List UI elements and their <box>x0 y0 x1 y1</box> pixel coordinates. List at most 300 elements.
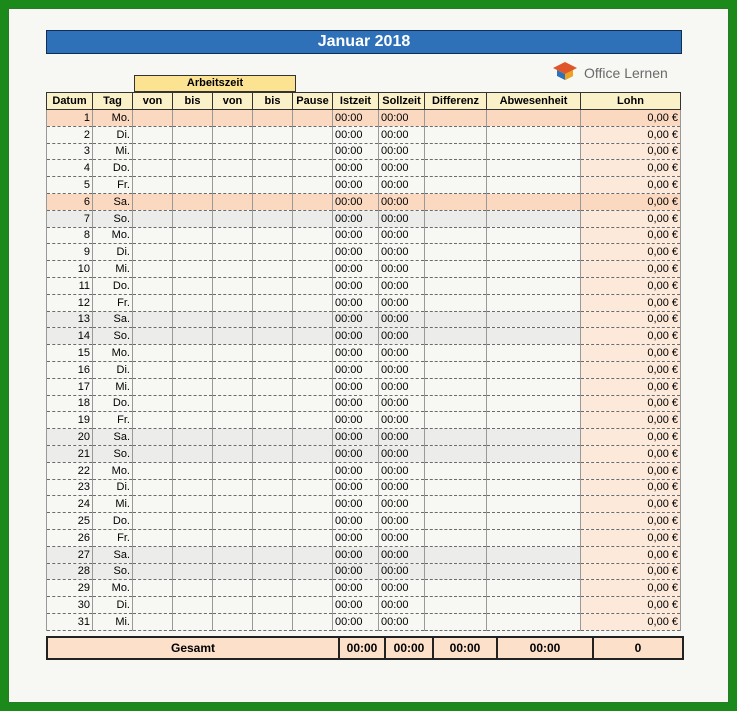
bis-2-cell[interactable] <box>253 328 293 345</box>
istzeit-cell: 00:00 <box>333 261 379 278</box>
bis-2-cell[interactable] <box>253 294 293 311</box>
col-header: Istzeit <box>333 93 379 110</box>
bis-1-cell[interactable] <box>173 244 213 261</box>
von-1-cell[interactable] <box>133 143 173 160</box>
pause-cell[interactable] <box>293 126 333 143</box>
col-header: Datum <box>47 93 93 110</box>
bis-2-cell[interactable] <box>253 244 293 261</box>
von-1-cell[interactable] <box>133 328 173 345</box>
pause-cell[interactable] <box>293 227 333 244</box>
bis-1-cell[interactable] <box>173 462 213 479</box>
total-label: Gesamt <box>170 641 216 655</box>
pause-cell[interactable] <box>293 580 333 597</box>
bis-2-cell[interactable] <box>253 227 293 244</box>
bis-1-cell[interactable] <box>173 429 213 446</box>
pause-cell[interactable] <box>293 597 333 614</box>
von-1-cell[interactable] <box>133 345 173 362</box>
abwesenheit-cell[interactable] <box>487 294 581 311</box>
differenz-cell <box>425 210 487 227</box>
von-2-cell[interactable] <box>213 345 253 362</box>
abwesenheit-cell[interactable] <box>487 479 581 496</box>
bis-2-cell[interactable] <box>253 479 293 496</box>
von-2-cell[interactable] <box>213 597 253 614</box>
table-row <box>47 126 681 143</box>
pause-cell[interactable] <box>293 261 333 278</box>
sollzeit-cell: 00:00 <box>379 177 425 194</box>
bis-2-cell[interactable] <box>253 496 293 513</box>
abwesenheit-cell[interactable] <box>487 328 581 345</box>
von-2-cell[interactable] <box>213 496 253 513</box>
date-cell: 7 <box>47 210 93 227</box>
weekday-cell: Mi. <box>93 261 133 278</box>
differenz-cell <box>425 445 487 462</box>
differenz-cell <box>425 563 487 580</box>
abwesenheit-cell[interactable] <box>487 429 581 446</box>
von-2-cell[interactable] <box>213 462 253 479</box>
lohn-cell: 0,00 € <box>581 177 681 194</box>
table-row <box>47 277 681 294</box>
von-2-cell[interactable] <box>213 546 253 563</box>
date-cell: 12 <box>47 294 93 311</box>
abwesenheit-cell[interactable] <box>487 462 581 479</box>
sollzeit-cell: 00:00 <box>379 445 425 462</box>
von-1-cell[interactable] <box>133 462 173 479</box>
differenz-cell <box>425 412 487 429</box>
bis-2-cell[interactable] <box>253 311 293 328</box>
istzeit-cell: 00:00 <box>333 126 379 143</box>
von-1-cell[interactable] <box>133 479 173 496</box>
pause-cell[interactable] <box>293 563 333 580</box>
bis-1-cell[interactable] <box>173 613 213 630</box>
von-1-cell[interactable] <box>133 277 173 294</box>
bis-1-cell[interactable] <box>173 210 213 227</box>
date-cell: 5 <box>47 177 93 194</box>
istzeit-cell: 00:00 <box>333 563 379 580</box>
weekday-cell: Mo. <box>93 580 133 597</box>
lohn-cell: 0,00 € <box>581 244 681 261</box>
bis-1-cell[interactable] <box>173 580 213 597</box>
von-1-cell[interactable] <box>133 311 173 328</box>
von-1-cell[interactable] <box>133 177 173 194</box>
pause-cell[interactable] <box>293 412 333 429</box>
pause-cell[interactable] <box>293 177 333 194</box>
pause-cell[interactable] <box>293 462 333 479</box>
pause-cell[interactable] <box>293 513 333 530</box>
istzeit-cell: 00:00 <box>333 361 379 378</box>
pause-cell[interactable] <box>293 479 333 496</box>
pause-cell[interactable] <box>293 361 333 378</box>
abwesenheit-cell[interactable] <box>487 244 581 261</box>
bis-1-cell[interactable] <box>173 110 213 127</box>
sollzeit-cell: 00:00 <box>379 294 425 311</box>
bis-1-cell[interactable] <box>173 277 213 294</box>
von-1-cell[interactable] <box>133 244 173 261</box>
bis-2-cell[interactable] <box>253 110 293 127</box>
von-2-cell[interactable] <box>213 445 253 462</box>
pause-cell[interactable] <box>293 160 333 177</box>
pause-cell[interactable] <box>293 294 333 311</box>
weekday-cell: Sa. <box>93 311 133 328</box>
abwesenheit-cell[interactable] <box>487 580 581 597</box>
von-2-cell[interactable] <box>213 395 253 412</box>
istzeit-cell: 00:00 <box>333 160 379 177</box>
month-title: Januar 2018 <box>46 30 682 54</box>
date-cell: 24 <box>47 496 93 513</box>
date-cell: 8 <box>47 227 93 244</box>
lohn-cell: 0,00 € <box>581 546 681 563</box>
abwesenheit-cell[interactable] <box>487 361 581 378</box>
pause-cell[interactable] <box>293 143 333 160</box>
abwesenheit-cell[interactable] <box>487 395 581 412</box>
bis-2-cell[interactable] <box>253 513 293 530</box>
bis-2-cell[interactable] <box>253 563 293 580</box>
istzeit-cell: 00:00 <box>333 227 379 244</box>
date-cell: 29 <box>47 580 93 597</box>
sollzeit-cell: 00:00 <box>379 361 425 378</box>
table-row <box>47 361 681 378</box>
von-2-cell[interactable] <box>213 177 253 194</box>
von-1-cell[interactable] <box>133 395 173 412</box>
istzeit-cell: 00:00 <box>333 210 379 227</box>
von-1-cell[interactable] <box>133 613 173 630</box>
differenz-cell <box>425 378 487 395</box>
von-1-cell[interactable] <box>133 110 173 127</box>
bis-2-cell[interactable] <box>253 597 293 614</box>
bis-1-cell[interactable] <box>173 126 213 143</box>
istzeit-cell: 00:00 <box>333 395 379 412</box>
date-cell: 22 <box>47 462 93 479</box>
bis-2-cell[interactable] <box>253 193 293 210</box>
bis-1-cell[interactable] <box>173 513 213 530</box>
abwesenheit-cell[interactable] <box>487 126 581 143</box>
bis-2-cell[interactable] <box>253 613 293 630</box>
von-2-cell[interactable] <box>213 126 253 143</box>
table-row <box>47 193 681 210</box>
bis-2-cell[interactable] <box>253 143 293 160</box>
istzeit-cell: 00:00 <box>333 311 379 328</box>
lohn-cell: 0,00 € <box>581 445 681 462</box>
von-2-cell[interactable] <box>213 378 253 395</box>
bis-2-cell[interactable] <box>253 361 293 378</box>
bis-2-cell[interactable] <box>253 177 293 194</box>
sollzeit-cell: 00:00 <box>379 513 425 530</box>
date-cell: 31 <box>47 613 93 630</box>
differenz-cell <box>425 294 487 311</box>
sollzeit-cell: 00:00 <box>379 345 425 362</box>
von-2-cell[interactable] <box>213 227 253 244</box>
weekday-cell: Di. <box>93 597 133 614</box>
pause-cell[interactable] <box>293 546 333 563</box>
date-cell: 27 <box>47 546 93 563</box>
bis-1-cell[interactable] <box>173 328 213 345</box>
abwesenheit-cell[interactable] <box>487 563 581 580</box>
pause-cell[interactable] <box>293 378 333 395</box>
differenz-cell <box>425 529 487 546</box>
pause-cell[interactable] <box>293 210 333 227</box>
von-2-cell[interactable] <box>213 529 253 546</box>
bis-1-cell[interactable] <box>173 378 213 395</box>
von-1-cell[interactable] <box>133 445 173 462</box>
weekday-cell: Do. <box>93 160 133 177</box>
table-row <box>47 261 681 278</box>
total-row <box>46 636 684 660</box>
weekday-cell: So. <box>93 563 133 580</box>
bis-2-cell[interactable] <box>253 345 293 362</box>
istzeit-cell: 00:00 <box>333 412 379 429</box>
table-row <box>47 429 681 446</box>
istzeit-cell: 00:00 <box>333 193 379 210</box>
bis-1-cell[interactable] <box>173 177 213 194</box>
bis-1-cell[interactable] <box>173 546 213 563</box>
table-row <box>47 210 681 227</box>
date-cell: 23 <box>47 479 93 496</box>
istzeit-cell: 00:00 <box>333 513 379 530</box>
von-1-cell[interactable] <box>133 529 173 546</box>
pause-cell[interactable] <box>293 429 333 446</box>
von-2-cell[interactable] <box>213 613 253 630</box>
bis-2-cell[interactable] <box>253 160 293 177</box>
bis-2-cell[interactable] <box>253 529 293 546</box>
pause-cell[interactable] <box>293 613 333 630</box>
von-2-cell[interactable] <box>213 580 253 597</box>
table-row <box>47 563 681 580</box>
abwesenheit-cell[interactable] <box>487 311 581 328</box>
abwesenheit-cell[interactable] <box>487 143 581 160</box>
bis-2-cell[interactable] <box>253 445 293 462</box>
date-cell: 13 <box>47 311 93 328</box>
differenz-cell <box>425 513 487 530</box>
abwesenheit-cell[interactable] <box>487 210 581 227</box>
von-2-cell[interactable] <box>213 294 253 311</box>
sollzeit-cell: 00:00 <box>379 546 425 563</box>
istzeit-cell: 00:00 <box>333 546 379 563</box>
von-2-cell[interactable] <box>213 261 253 278</box>
pause-cell[interactable] <box>293 345 333 362</box>
lohn-cell: 0,00 € <box>581 126 681 143</box>
von-2-cell[interactable] <box>213 412 253 429</box>
date-cell: 20 <box>47 429 93 446</box>
von-2-cell[interactable] <box>213 479 253 496</box>
col-header: bis <box>173 93 213 110</box>
bis-1-cell[interactable] <box>173 143 213 160</box>
von-1-cell[interactable] <box>133 563 173 580</box>
bis-1-cell[interactable] <box>173 496 213 513</box>
von-2-cell[interactable] <box>213 277 253 294</box>
von-2-cell[interactable] <box>213 429 253 446</box>
abwesenheit-cell[interactable] <box>487 345 581 362</box>
von-1-cell[interactable] <box>133 294 173 311</box>
table-row <box>47 546 681 563</box>
von-1-cell[interactable] <box>133 193 173 210</box>
table-row <box>47 580 681 597</box>
sollzeit-cell: 00:00 <box>379 110 425 127</box>
sollzeit-cell: 00:00 <box>379 193 425 210</box>
abwesenheit-cell[interactable] <box>487 160 581 177</box>
differenz-cell <box>425 311 487 328</box>
total-istzeit: 00:00 <box>338 638 384 658</box>
sollzeit-cell: 00:00 <box>379 378 425 395</box>
von-2-cell[interactable] <box>213 210 253 227</box>
pause-cell[interactable] <box>293 311 333 328</box>
col-header: von <box>133 93 173 110</box>
abwesenheit-cell[interactable] <box>487 378 581 395</box>
weekday-cell: Mo. <box>93 227 133 244</box>
bis-1-cell[interactable] <box>173 597 213 614</box>
bis-2-cell[interactable] <box>253 412 293 429</box>
differenz-cell <box>425 429 487 446</box>
weekday-cell: Mo. <box>93 345 133 362</box>
sollzeit-cell: 00:00 <box>379 311 425 328</box>
bis-1-cell[interactable] <box>173 227 213 244</box>
weekday-cell: Di. <box>93 361 133 378</box>
sollzeit-cell: 00:00 <box>379 496 425 513</box>
von-2-cell[interactable] <box>213 328 253 345</box>
abwesenheit-cell[interactable] <box>487 227 581 244</box>
pause-cell[interactable] <box>293 445 333 462</box>
pause-cell[interactable] <box>293 328 333 345</box>
von-2-cell[interactable] <box>213 110 253 127</box>
abwesenheit-cell[interactable] <box>487 513 581 530</box>
col-header: Tag <box>93 93 133 110</box>
date-cell: 9 <box>47 244 93 261</box>
abwesenheit-cell[interactable] <box>487 529 581 546</box>
von-1-cell[interactable] <box>133 412 173 429</box>
differenz-cell <box>425 462 487 479</box>
von-2-cell[interactable] <box>213 563 253 580</box>
differenz-cell <box>425 261 487 278</box>
von-1-cell[interactable] <box>133 361 173 378</box>
von-1-cell[interactable] <box>133 210 173 227</box>
pause-cell[interactable] <box>293 496 333 513</box>
abwesenheit-cell[interactable] <box>487 193 581 210</box>
abwesenheit-cell[interactable] <box>487 613 581 630</box>
date-cell: 25 <box>47 513 93 530</box>
istzeit-cell: 00:00 <box>333 345 379 362</box>
sollzeit-cell: 00:00 <box>379 479 425 496</box>
pause-cell[interactable] <box>293 244 333 261</box>
time-sheet-table <box>46 92 681 631</box>
bis-2-cell[interactable] <box>253 277 293 294</box>
bis-2-cell[interactable] <box>253 261 293 278</box>
von-1-cell[interactable] <box>133 513 173 530</box>
table-row <box>47 529 681 546</box>
bis-1-cell[interactable] <box>173 395 213 412</box>
pause-cell[interactable] <box>293 395 333 412</box>
date-cell: 28 <box>47 563 93 580</box>
pause-cell[interactable] <box>293 529 333 546</box>
abwesenheit-cell[interactable] <box>487 412 581 429</box>
von-2-cell[interactable] <box>213 244 253 261</box>
weekday-cell: Do. <box>93 513 133 530</box>
von-1-cell[interactable] <box>133 227 173 244</box>
pause-cell[interactable] <box>293 110 333 127</box>
bis-2-cell[interactable] <box>253 395 293 412</box>
von-1-cell[interactable] <box>133 261 173 278</box>
weekday-cell: Do. <box>93 277 133 294</box>
von-2-cell[interactable] <box>213 193 253 210</box>
von-1-cell[interactable] <box>133 429 173 446</box>
von-1-cell[interactable] <box>133 126 173 143</box>
date-cell: 11 <box>47 277 93 294</box>
abwesenheit-cell[interactable] <box>487 546 581 563</box>
von-1-cell[interactable] <box>133 580 173 597</box>
bis-1-cell[interactable] <box>173 294 213 311</box>
abwesenheit-cell[interactable] <box>487 177 581 194</box>
weekday-cell: Mo. <box>93 462 133 479</box>
differenz-cell <box>425 345 487 362</box>
abwesenheit-cell[interactable] <box>487 597 581 614</box>
bis-2-cell[interactable] <box>253 546 293 563</box>
bis-2-cell[interactable] <box>253 462 293 479</box>
bis-1-cell[interactable] <box>173 345 213 362</box>
von-2-cell[interactable] <box>213 513 253 530</box>
lohn-cell: 0,00 € <box>581 328 681 345</box>
table-row <box>47 311 681 328</box>
date-cell: 30 <box>47 597 93 614</box>
lohn-cell: 0,00 € <box>581 361 681 378</box>
table-row <box>47 328 681 345</box>
bis-1-cell[interactable] <box>173 193 213 210</box>
bis-1-cell[interactable] <box>173 529 213 546</box>
von-1-cell[interactable] <box>133 546 173 563</box>
bis-1-cell[interactable] <box>173 563 213 580</box>
von-1-cell[interactable] <box>133 160 173 177</box>
bis-2-cell[interactable] <box>253 126 293 143</box>
bis-1-cell[interactable] <box>173 445 213 462</box>
bis-2-cell[interactable] <box>253 429 293 446</box>
sollzeit-cell: 00:00 <box>379 143 425 160</box>
pause-cell[interactable] <box>293 277 333 294</box>
pause-cell[interactable] <box>293 193 333 210</box>
istzeit-cell: 00:00 <box>333 462 379 479</box>
abwesenheit-cell[interactable] <box>487 261 581 278</box>
von-2-cell[interactable] <box>213 361 253 378</box>
date-cell: 19 <box>47 412 93 429</box>
abwesenheit-cell[interactable] <box>487 277 581 294</box>
bis-1-cell[interactable] <box>173 412 213 429</box>
von-1-cell[interactable] <box>133 496 173 513</box>
von-2-cell[interactable] <box>213 160 253 177</box>
bis-2-cell[interactable] <box>253 378 293 395</box>
date-cell: 21 <box>47 445 93 462</box>
graduation-cap-icon <box>552 60 578 87</box>
abwesenheit-cell[interactable] <box>487 445 581 462</box>
lohn-cell: 0,00 € <box>581 227 681 244</box>
date-cell: 17 <box>47 378 93 395</box>
istzeit-cell: 00:00 <box>333 597 379 614</box>
abwesenheit-cell[interactable] <box>487 496 581 513</box>
sollzeit-cell: 00:00 <box>379 395 425 412</box>
lohn-cell: 0,00 € <box>581 496 681 513</box>
bis-1-cell[interactable] <box>173 160 213 177</box>
weekday-cell: Di. <box>93 244 133 261</box>
abwesenheit-cell[interactable] <box>487 110 581 127</box>
bis-1-cell[interactable] <box>173 479 213 496</box>
bis-1-cell[interactable] <box>173 261 213 278</box>
bis-1-cell[interactable] <box>173 311 213 328</box>
table-row <box>47 177 681 194</box>
differenz-cell <box>425 361 487 378</box>
sollzeit-cell: 00:00 <box>379 210 425 227</box>
bis-1-cell[interactable] <box>173 361 213 378</box>
von-2-cell[interactable] <box>213 143 253 160</box>
von-1-cell[interactable] <box>133 597 173 614</box>
date-cell: 16 <box>47 361 93 378</box>
bis-2-cell[interactable] <box>253 210 293 227</box>
von-1-cell[interactable] <box>133 378 173 395</box>
bis-2-cell[interactable] <box>253 580 293 597</box>
von-2-cell[interactable] <box>213 311 253 328</box>
